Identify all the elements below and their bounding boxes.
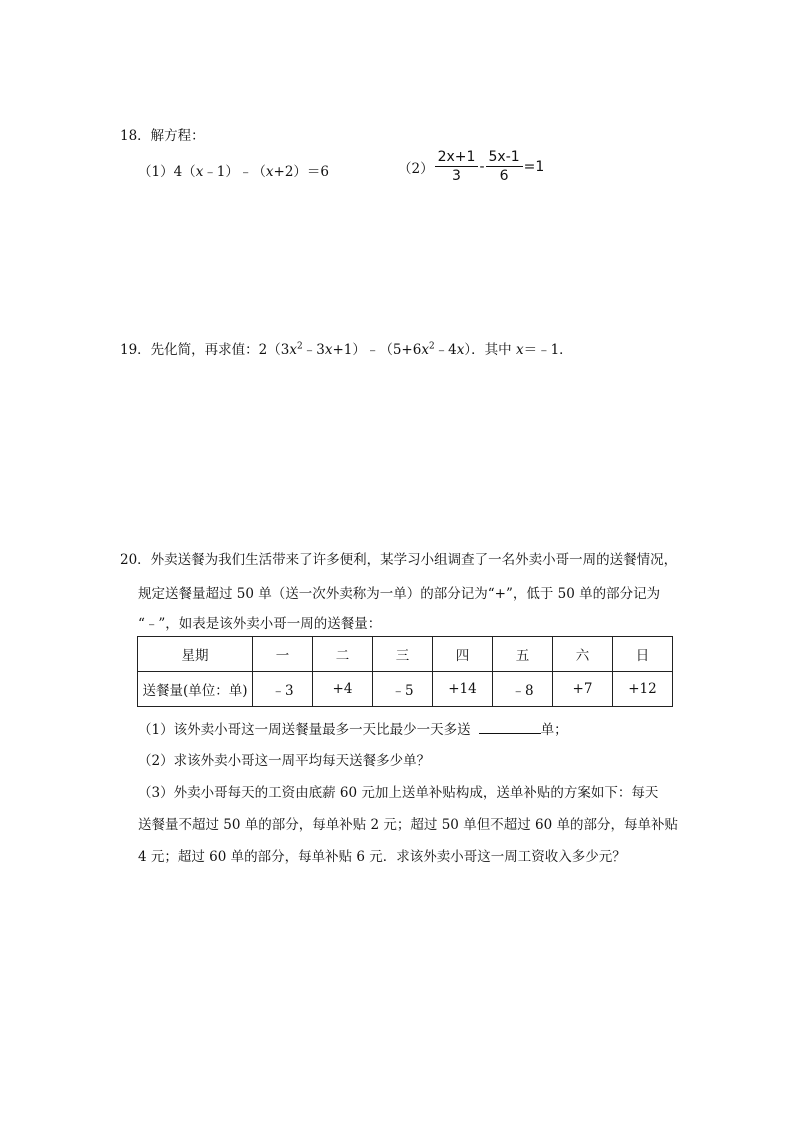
value-cell: ﹣8 [493, 672, 553, 707]
value-cell: +7 [553, 672, 613, 707]
q18-part1 [138, 160, 329, 180]
q20-sub3-line1: （3）外卖小哥每天的工资由底薪 60 元加上送单补贴构成，送单补贴的方案如下：每天 [138, 785, 659, 801]
q19-text [120, 338, 573, 358]
fraction-2 [486, 148, 523, 185]
day-cell: 四 [433, 637, 493, 672]
day-cell: 日 [613, 637, 673, 672]
value-cell: +14 [433, 672, 493, 707]
table-row [138, 637, 673, 672]
equation-rhs: =1 [523, 158, 545, 175]
fraction-1-numerator: 2x+1 [435, 148, 479, 167]
fraction-1 [435, 148, 479, 185]
q19-var: x [289, 342, 297, 358]
q20-sub3-line2: 送餐量不超过 50 单的部分，每单补贴 2 元；超过 50 单但不超过 60 单的部分，每单补贴 [138, 817, 678, 833]
row-label-cell: 送餐量(单位：单) [138, 672, 253, 707]
q20-sub3-line3: 4 元；超过 60 单的部分，每单补贴 6 元．求该外卖小哥这一周工资收入多少元？ [138, 849, 626, 865]
q18-part2 [398, 148, 544, 185]
q19-seg4: ﹣4 [434, 342, 457, 358]
q18-p1-var-x2: x [265, 164, 274, 180]
day-cell: 二 [313, 637, 373, 672]
q20-line2: 规定送餐量超过 50 单（送一次外卖称为一单）的部分记为“+”，低于 50 单的部分记为 [138, 586, 661, 602]
q18-p2-label: （2） [398, 160, 434, 177]
value-cell: +12 [613, 672, 673, 707]
day-cell: 一 [253, 637, 313, 672]
value-cell: +4 [313, 672, 373, 707]
q19-seg1: 19．先化简，再求值：2（3 [120, 342, 290, 358]
fraction-2-denominator: 6 [499, 168, 509, 184]
q19-seg2: ﹣3 [302, 342, 325, 358]
minus-operator: - [479, 158, 485, 175]
fraction-2-numerator: 5x-1 [486, 148, 523, 167]
day-cell: 五 [493, 637, 553, 672]
q18-p1-mid2: +2）＝6 [273, 164, 330, 180]
q19-var: x [456, 342, 465, 358]
q18-p1-mid1: ﹣1）﹣（ [203, 164, 266, 180]
q20-sub1-text: （1）该外卖小哥这一周送餐量最多一天比最少一天多送 [138, 722, 471, 738]
value-cell: ﹣5 [373, 672, 433, 707]
answer-blank[interactable] [479, 721, 541, 734]
q19-seg6: ＝﹣1． [523, 342, 573, 358]
q19-seg5: ）．其中 [464, 342, 516, 358]
day-cell: 三 [373, 637, 433, 672]
q19-seg3: +1）﹣（5+6 [332, 342, 422, 358]
q19-var: x [324, 342, 333, 358]
q18-p1-label: （1）4（ [138, 164, 196, 180]
delivery-table [137, 636, 673, 707]
q19-var: x [421, 342, 429, 358]
header-label-cell: 星期 [138, 637, 253, 672]
value-cell: ﹣3 [253, 672, 313, 707]
q20-sub2: （2）求该外卖小哥这一周平均每天送餐多少单？ [138, 753, 431, 769]
q19-exp: 2 [428, 341, 435, 352]
q20-sub1-unit: 单； [540, 722, 568, 738]
fraction-1-denominator: 3 [452, 168, 461, 184]
q18-p1-var-x: x [195, 164, 204, 180]
q19-exp: 2 [296, 341, 303, 352]
q20-sub1 [138, 718, 568, 738]
q18-title: 18．解方程： [120, 128, 205, 144]
table-row [138, 672, 673, 707]
day-cell: 六 [553, 637, 613, 672]
q20-line1: 20．外卖送餐为我们生活带来了许多便利，某学习小组调查了一名外卖小哥一周的送餐情况， [120, 552, 678, 568]
q20-line3: “﹣”，如表是该外卖小哥一周的送餐量： [138, 616, 382, 632]
q19-var: x [515, 342, 524, 358]
